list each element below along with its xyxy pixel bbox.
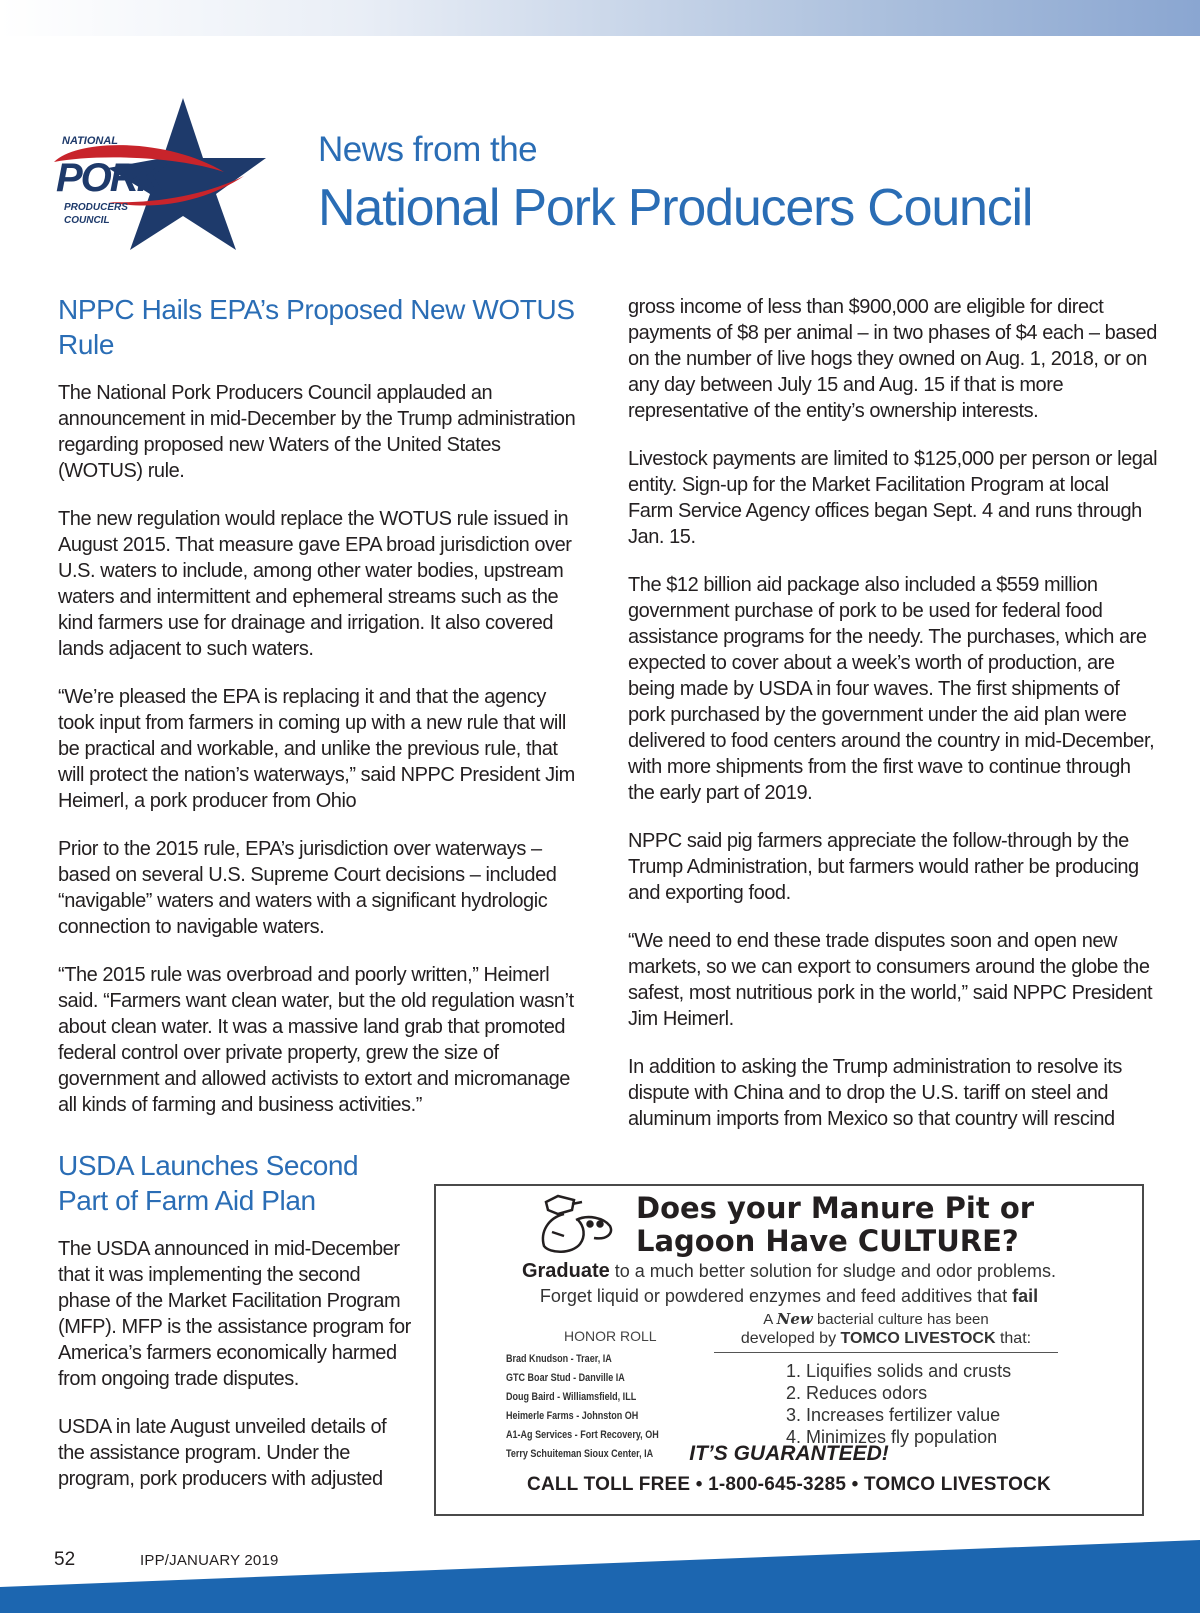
logo-line3: PRODUCERS bbox=[64, 202, 128, 213]
cartoon-mascot-icon bbox=[528, 1192, 624, 1256]
benefit-item: 1. Liquifies solids and crusts bbox=[786, 1361, 1012, 1381]
ad-new-word: New bbox=[776, 1310, 813, 1328]
page-number: 52 bbox=[54, 1549, 76, 1570]
ad-divider bbox=[714, 1352, 1058, 1353]
article-headline: NPPC Hails EPA’s Proposed New WOTUS Rule bbox=[58, 294, 575, 360]
masthead-kicker: News from the bbox=[318, 130, 538, 169]
benefit-item: 2. Reduces odors bbox=[786, 1383, 928, 1403]
ad-subhead-text: Forget liquid or powdered enzymes and feed additives that bbox=[539, 1286, 1013, 1306]
article-paragraph: gross income of less than $900,000 are eligible for direct payments of $8 per animal – in two phases of $4 each – based on the number of live hogs they owned on Aug. 1, 2018, or on any day between July 15 and Aug. 15 if that is more representative of the entity’s ownership interests. bbox=[628, 296, 1157, 422]
honor-roll-item: GTC Boar Stud - Danville IA bbox=[506, 1372, 625, 1384]
ad-title-line1: Does your Manure Pit or bbox=[636, 1191, 1035, 1225]
ad-graduate-word: Graduate bbox=[521, 1260, 610, 1282]
article-paragraph: “We need to end these trade disputes soon and open new markets, so we can export to consumers around the globe the safest, most nutritious pork in the world,” said NPPC President Jim Heimerl. bbox=[628, 930, 1153, 1030]
benefits-list bbox=[786, 1360, 1011, 1448]
article-paragraph: The new regulation would replace the WOTUS rule issued in August 2015. That measure gave EPA broad jurisdiction over U.S. waters to include, among other water bodies, upstream waters and intermittent and ephemeral streams such as the kind farmers use for drainage and irrigation. It also covered lands adjacent to such waters. bbox=[58, 508, 572, 660]
logo-line2: PORK bbox=[56, 156, 164, 200]
ad-subhead bbox=[436, 1286, 1142, 1307]
ad-intro-text: that: bbox=[995, 1330, 1032, 1347]
honor-roll-item: Heimerle Farms - Johnston OH bbox=[506, 1410, 639, 1422]
ad-title bbox=[636, 1192, 1136, 1258]
ad-call-to-action: CALL TOLL FREE • 1-800-645-3285 • TOMCO LIVESTOCK bbox=[527, 1474, 1051, 1495]
ad-subhead-text: to a much better solution for sludge and odor problems. bbox=[609, 1261, 1057, 1281]
article-paragraph: The $12 billion aid package also included a $559 million government purchase of pork to be used for federal food assistance programs for the needy. The purchases, which are expected to cover about a week’s worth of production, are being made by USDA in four waves. The first shipments of pork purchased by the government under the aid plan were delivered to food centers around the country in mid-December, with more shipments from the first wave to continue through the early part of 2019. bbox=[628, 574, 1155, 804]
honor-roll-item: A1-Ag Services - Fort Recovery, OH bbox=[506, 1429, 659, 1441]
article-paragraph: NPPC said pig farmers appreciate the follow-through by the Trump Administration, but farmers would rather be producing and exporting food. bbox=[628, 830, 1139, 904]
article-paragraph: Prior to the 2015 rule, EPA’s jurisdiction over waterways – based on several U.S. Supreme Court decisions – included “navigable” waters and waters with a significant hydrologic connection to navigable waters. bbox=[58, 838, 557, 938]
article-wotus bbox=[58, 292, 578, 1140]
ad-subhead bbox=[436, 1260, 1142, 1283]
honor-roll-item: Terry Schuiteman Sioux Center, IA bbox=[506, 1448, 654, 1460]
honor-roll-item: Doug Baird - Williamsfield, ILL bbox=[506, 1391, 637, 1403]
logo-line1: NATIONAL bbox=[62, 135, 119, 147]
article-paragraph: USDA in late August unveiled details of the assistance program. Under the program, pork producers with adjusted bbox=[58, 1416, 387, 1490]
masthead-title: National Pork Producers Council bbox=[318, 179, 1033, 237]
ad-intro bbox=[686, 1330, 1086, 1348]
article-paragraph: In addition to asking the Trump administration to resolve its dispute with China and to drop the U.S. tariff on steel and aluminum imports from Mexico so that country will rescind bbox=[628, 1056, 1122, 1130]
nppc-logo bbox=[48, 98, 270, 254]
ad-intro bbox=[706, 1310, 1046, 1328]
bottom-blue-band bbox=[0, 1540, 1200, 1613]
ad-guarantee: IT’S GUARANTEED! bbox=[689, 1442, 889, 1465]
logo-line4: COUNCIL bbox=[64, 215, 110, 226]
tomco-advertisement bbox=[434, 1184, 1144, 1516]
article-paragraph: “We’re pleased the EPA is replacing it and that the agency took input from farmers in coming up with a new rule that will be practical and workable, and unlike the previous rule, that will protect the nation’s waterways,” said NPPC President Jim Heimerl, a pork producer from Ohio bbox=[58, 686, 575, 812]
article-farm-aid-continued bbox=[628, 294, 1158, 1154]
ad-title-line2: Lagoon Have CULTURE? bbox=[636, 1224, 1019, 1258]
ad-intro-text: bacterial culture has been bbox=[812, 1311, 989, 1328]
article-paragraph: The USDA announced in mid-December that it was implementing the second phase of the Market Facilitation Program (MFP). MFP is the assistance program for America’s farmers economically harmed from ongoing trade disputes. bbox=[58, 1238, 411, 1390]
article-headline: USDA Launches Second Part of Farm Aid Plan bbox=[58, 1150, 359, 1216]
ad-intro-text: developed by bbox=[740, 1330, 841, 1347]
article-paragraph: Livestock payments are limited to $125,000 per person or legal entity. Sign-up for the Market Facilitation Program at local Farm Service Agency offices began Sept. 4 and runs through Jan. 15. bbox=[628, 448, 1158, 548]
honor-roll-item: Brad Knudson - Traer, IA bbox=[506, 1353, 612, 1365]
ad-fail-word: fail bbox=[1012, 1286, 1039, 1306]
ad-brand: TOMCO LIVESTOCK bbox=[840, 1330, 996, 1347]
honor-roll-title: HONOR ROLL bbox=[564, 1328, 657, 1344]
benefit-item: 3. Increases fertilizer value bbox=[786, 1405, 1001, 1425]
article-paragraph: “The 2015 rule was overbroad and poorly written,” Heimerl said. “Farmers want clean water, but the old regulation wasn’t about clean water. It was a massive land grab that promoted federal control over private property, grew the size of government and allowed activists to extort and micromanage all kinds of farming and business activities.” bbox=[58, 964, 574, 1116]
benefit-item: 4. Minimizes fly population bbox=[786, 1427, 998, 1447]
ad-intro-text: A bbox=[763, 1311, 777, 1328]
issue-label: IPP/JANUARY 2019 bbox=[140, 1552, 279, 1569]
article-paragraph: The National Pork Producers Council applauded an announcement in mid-December by the Trump administration regarding proposed new Waters of the United States (WOTUS) rule. bbox=[58, 382, 576, 482]
article-farm-aid bbox=[58, 1148, 413, 1514]
top-gradient-band bbox=[0, 0, 1200, 36]
